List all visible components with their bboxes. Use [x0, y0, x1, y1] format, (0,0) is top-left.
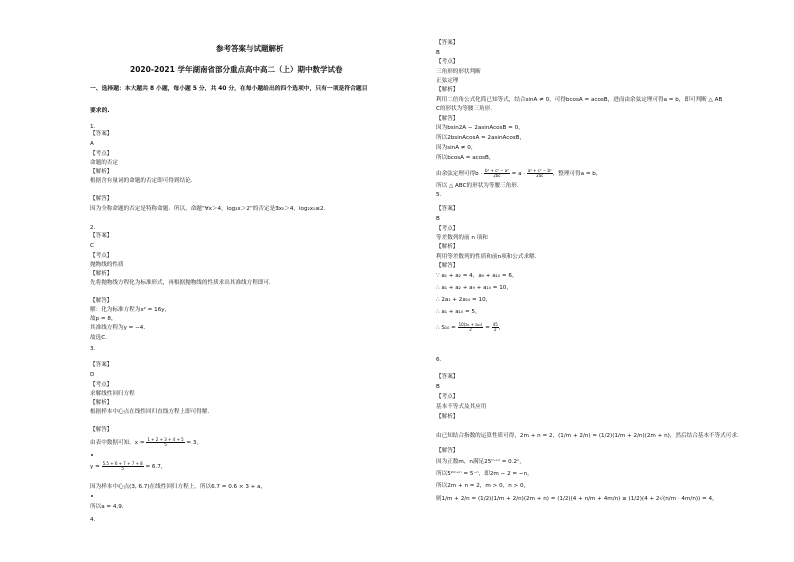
q3-solution-tag: 【解答】	[90, 427, 113, 433]
q2-analysis: 先将抛物线方程化为标准形式，再根据抛物线的性质求出其准线方程即可．	[90, 280, 275, 286]
q4-point: 三角形的形状判断	[436, 69, 481, 75]
q3-answer: D	[90, 372, 95, 378]
q3-number: 3.	[90, 346, 96, 352]
q5-analysis-tag: 【解析】	[436, 244, 459, 250]
q5-solution-line: ∴ a₁ + a₁₀ = 5，	[436, 309, 481, 315]
q1-analysis-tag: 【解析】	[90, 169, 113, 175]
q4-number: 4.	[90, 517, 96, 523]
q2-answer-tag: 【答案】	[90, 233, 113, 239]
q6-solution-line: 所以5²ᵐ⁺ⁿ = 5⁻ⁿ，即2m − 2 = −n，	[436, 471, 533, 477]
q1-answer: A	[90, 141, 94, 147]
q2-solution-tag: 【解答】	[90, 298, 113, 304]
fraction: $\frac{45}{2}$	[492, 322, 498, 332]
q4-analysis-tag: 【解析】	[436, 87, 459, 93]
q2-number: 2.	[90, 225, 96, 231]
q4-point: 正弦定理	[436, 78, 459, 84]
q4-solution-line: 因为bsin2A − 2asinAcosB = 0，	[436, 125, 524, 131]
q1-solution-tag: 【解答】	[90, 196, 113, 202]
q6-point-tag: 【考点】	[436, 394, 459, 400]
q5-solution-tag: 【解答】	[436, 263, 459, 269]
q1-solution: 因为全称命题的否定是特称命题．所以，命题“∀x＞4，log₂x＞2”的否定是∃x₀＞4，log₂x₀≤2．	[90, 206, 330, 212]
q4-solution-line: 由余弦定理可得b · $\frac{\text{b² + c² − a²}}{2bc}$ = a · $\frac{\text{a² + c² − b²}}{2ac}$ ，整理可得a = b，	[436, 168, 602, 178]
q5-answer: B	[436, 216, 440, 222]
q3-point-tag: 【考点】	[90, 382, 113, 388]
q2-solution-line: 其准线方程为y = −4．	[90, 325, 149, 331]
bullet-dot	[91, 495, 93, 497]
q3-answer-tag: 【答案】	[90, 362, 113, 368]
fraction: $\frac{\text{a² + c² − b²}}{2ac}$	[527, 168, 552, 178]
q5-point: 等差数列的前 n 项和	[436, 235, 488, 241]
doc-title: 参考答案与试题解析	[216, 44, 284, 53]
q1-point-tag: 【考点】	[90, 151, 113, 157]
fraction: $\frac{\text{10(a₁ + a₁₀)}}{2}$	[458, 322, 483, 332]
q5-answer-tag: 【答案】	[436, 206, 459, 212]
q6-point: 基本不等式及其应用	[436, 404, 487, 410]
q5-solution-line: ∴ S₁₀ = $\frac{\text{10(a₁ + a₁₀)}}{2}$ = $\frac{45}{2}$ ，	[436, 322, 505, 332]
q1-analysis: 根据含有量词的命题的否定即可得到结论．	[90, 178, 197, 184]
q4-solution-line: 所以 △ ABC的形状为等腰三角形．	[436, 183, 523, 189]
q6-analysis-tag: 【解析】	[436, 414, 459, 420]
bullet-dot	[91, 454, 93, 456]
q4-point-tag: 【考点】	[436, 59, 459, 65]
q5-point-tag: 【考点】	[436, 226, 459, 232]
q6-solution-line: 则1/m + 2/n = (1/2)(1/m + 2/n)(2m + n) = (1/2)(4 + n/m + 4m/n) ≥ (1/2)(4 + 2√(n/m · 4m/n)) = 4，	[436, 496, 718, 502]
q4-solution-tag: 【解答】	[436, 116, 459, 122]
q2-solution-line: 故p = 8，	[90, 316, 117, 322]
q6-answer: B	[436, 384, 440, 390]
q6-solution-line: 因为正数m，n满足25ᵐ⁺ⁿ = 0.2ⁿ，	[436, 459, 525, 465]
q3-solution-line: y = $\frac{5.5 + 6 + 7 + 7 + 8}{5}$ = 6.7，	[90, 461, 167, 471]
q6-number: 6.	[436, 357, 442, 363]
q6-solution-line: 所以2m + n = 2，m > 0，n > 0，	[436, 483, 530, 489]
q3-analysis: 根据样本中心点在线性回归直线方程上即可得解．	[90, 409, 214, 415]
q3-solution-line: 由表中数据可知，x = $\frac{1 + 2 + 3 + 4 + 5}{5}$ = 3，	[90, 437, 203, 447]
q5-solution-line: ∴ 2a₁ + 2a₁₀ = 10，	[436, 297, 492, 303]
q5-analysis: 利用等差数列的性质和前n项和公式求解．	[436, 254, 541, 260]
q5-solution-line: ∴ a₁ + a₂ + a₉ + a₁₀ = 10，	[436, 285, 512, 291]
q1-answer-tag: 【答案】	[90, 131, 113, 137]
q6-analysis: 由已知结合指数的运算性质可得，2m + n = 2，(1/m + 2/n) = (1/2)(1/m + 2/n)(2m + n)，然后结合基本不等式可求．	[436, 433, 743, 439]
q6-solution-tag: 【解答】	[436, 448, 459, 454]
q4-analysis: 利用二倍角公式化简已知等式，结合sinA ≠ 0，可得bcosA = acosB，进而由余弦定理可得a = b，即可判断 △ AB	[436, 97, 723, 103]
q5-solution-line: ∵ a₁ + a₂ = 4，a₉ + a₁₀ = 6，	[436, 273, 518, 279]
q5-number: 5.	[436, 192, 442, 198]
q2-point: 抛物线的性质	[90, 262, 124, 268]
fraction: $\frac{\text{b² + c² − a²}}{2bc}$	[485, 168, 509, 178]
q2-point-tag: 【考点】	[90, 253, 113, 259]
q1-point: 命题的否定	[90, 160, 118, 166]
q3-solution-line: 因为样本中心点(3, 6.7)在线性回归方程上，所以6.7 = 0.6 × 3 + a，	[90, 484, 267, 490]
section-heading: 一、选择题：本大题共 8 小题，每小题 5 分，共 40 分，在每小题给出的四个选项中，只有一项是符合题目	[90, 86, 368, 92]
q3-solution-line: 所以a = 4.9．	[90, 504, 128, 510]
q6-answer-tag: 【答案】	[436, 374, 459, 380]
q3-point: 求解线性回归方程	[90, 391, 135, 397]
section-heading-cont: 要求的.	[90, 108, 110, 114]
fraction: $\frac{5.5 + 6 + 7 + 7 + 8}{5}$	[102, 461, 143, 471]
q2-answer: C	[90, 243, 94, 249]
q1-number: 1.	[90, 124, 96, 130]
q4-analysis: C的形状为等腰三角形．	[436, 106, 496, 112]
q2-solution-line: 故选C．	[90, 335, 111, 341]
q2-solution-line: 解：化为标准方程为x² = 16y，	[90, 307, 171, 313]
q4-solution-line: 所以bcosA = acosB，	[436, 155, 495, 161]
fraction: $\frac{1 + 2 + 3 + 4 + 5}{5}$	[147, 437, 184, 447]
q3-analysis-tag: 【解析】	[90, 400, 113, 406]
q4-answer-tag: 【答案】	[436, 40, 459, 46]
q4-solution-line: 所以2bsinAcosA = 2asinAcosB，	[436, 135, 526, 141]
q4-solution-line: 因为sinA ≠ 0，	[436, 145, 477, 151]
q4-answer: B	[436, 50, 440, 56]
doc-subtitle: 2020-2021 学年湖南省部分重点高中高二（上）期中数学试卷	[130, 65, 343, 74]
q2-analysis-tag: 【解析】	[90, 271, 113, 277]
